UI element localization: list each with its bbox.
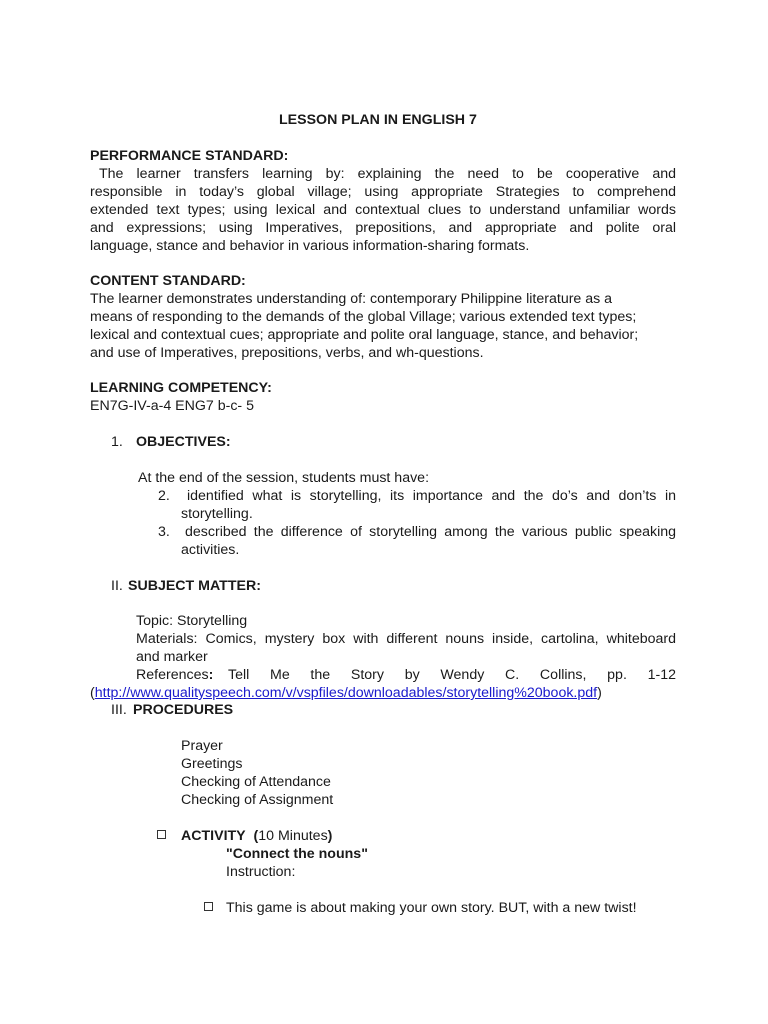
learning-competency-heading: LEARNING COMPETENCY:	[90, 380, 272, 396]
subject-matter-heading: SUBJECT MATTER:	[128, 578, 261, 594]
objective-text: described the difference of storytelling among the various public speaking	[185, 524, 676, 540]
objective-text-cont: storytelling.	[181, 506, 253, 522]
objectives-number: 1.	[111, 434, 123, 450]
performance-standard-line: language, stance and behavior in various information-sharing formats.	[90, 238, 530, 254]
procedure-step: Checking of Assignment	[181, 792, 334, 808]
content-standard-line: lexical and contextual cues; appropriate and polite oral language, stance, and behavior;	[90, 327, 639, 343]
content-standard-line: The learner demonstrates understanding of: contemporary Philippine literature as a	[90, 291, 613, 307]
subject-matter-number: II.	[111, 578, 123, 594]
performance-standard-line: responsible in today’s global village; using appropriate Strategies to comprehend	[90, 184, 676, 200]
subject-materials: Materials: Comics, mystery box with different nouns inside, cartolina, whiteboard	[136, 631, 676, 647]
instruction-label: Instruction:	[226, 864, 296, 880]
procedure-step: Checking of Attendance	[181, 774, 331, 790]
subject-topic: Topic: Storytelling	[136, 613, 248, 629]
objective-text: identified what is storytelling, its importance and the do’s and don’ts in	[187, 488, 676, 504]
content-standard-line: means of responding to the demands of the global Village; various extended text types;	[90, 309, 637, 325]
subject-materials-cont: and marker	[136, 649, 208, 665]
objective-text-cont: activities.	[181, 542, 240, 558]
document-title: LESSON PLAN IN ENGLISH 7	[279, 112, 477, 128]
content-standard-heading: CONTENT STANDARD:	[90, 273, 246, 289]
learning-competency-code: EN7G-IV-a-4 ENG7 b-c- 5	[90, 398, 254, 414]
game-title: "Connect the nouns"	[226, 846, 368, 862]
procedures-number: III.	[111, 702, 127, 718]
activity-line: ACTIVITY (10 Minutes)	[181, 828, 333, 844]
references-label: References:	[136, 667, 214, 683]
procedures-heading: PROCEDURES	[133, 702, 234, 718]
performance-standard-line: and expressions; using Imperatives, prepositions, and appropriate and polite oral	[90, 220, 676, 236]
reference-link-line: (http://www.qualityspeech.com/v/vspfiles/downloadables/storytelling%20book.pdf)	[90, 685, 602, 701]
activity-instruction: This game is about making your own story. BUT, with a new twist!	[226, 900, 637, 916]
objective-number: 3.	[158, 524, 170, 540]
references-text: Tell Me the Story by Wendy C. Collins, pp. 1-12	[228, 667, 676, 683]
content-standard-line: and use of Imperatives, prepositions, verbs, and wh-questions.	[90, 345, 484, 361]
reference-link[interactable]: http://www.qualityspeech.com/v/vspfiles/downloadables/storytelling%20book.pdf	[94, 685, 598, 701]
performance-standard-heading: PERFORMANCE STANDARD:	[90, 148, 289, 164]
objective-number: 2.	[158, 488, 170, 504]
bullet-box-icon	[204, 902, 213, 911]
objectives-intro: At the end of the session, students must have:	[138, 470, 430, 486]
procedure-step: Prayer	[181, 738, 223, 754]
performance-standard-line: extended text types; using lexical and contextual clues to understand unfamiliar words	[90, 202, 676, 218]
bullet-box-icon	[157, 830, 166, 839]
procedure-step: Greetings	[181, 756, 243, 772]
objectives-heading: OBJECTIVES:	[136, 434, 231, 450]
performance-standard-line: The learner transfers learning by: explaining the need to be cooperative and	[99, 166, 676, 182]
